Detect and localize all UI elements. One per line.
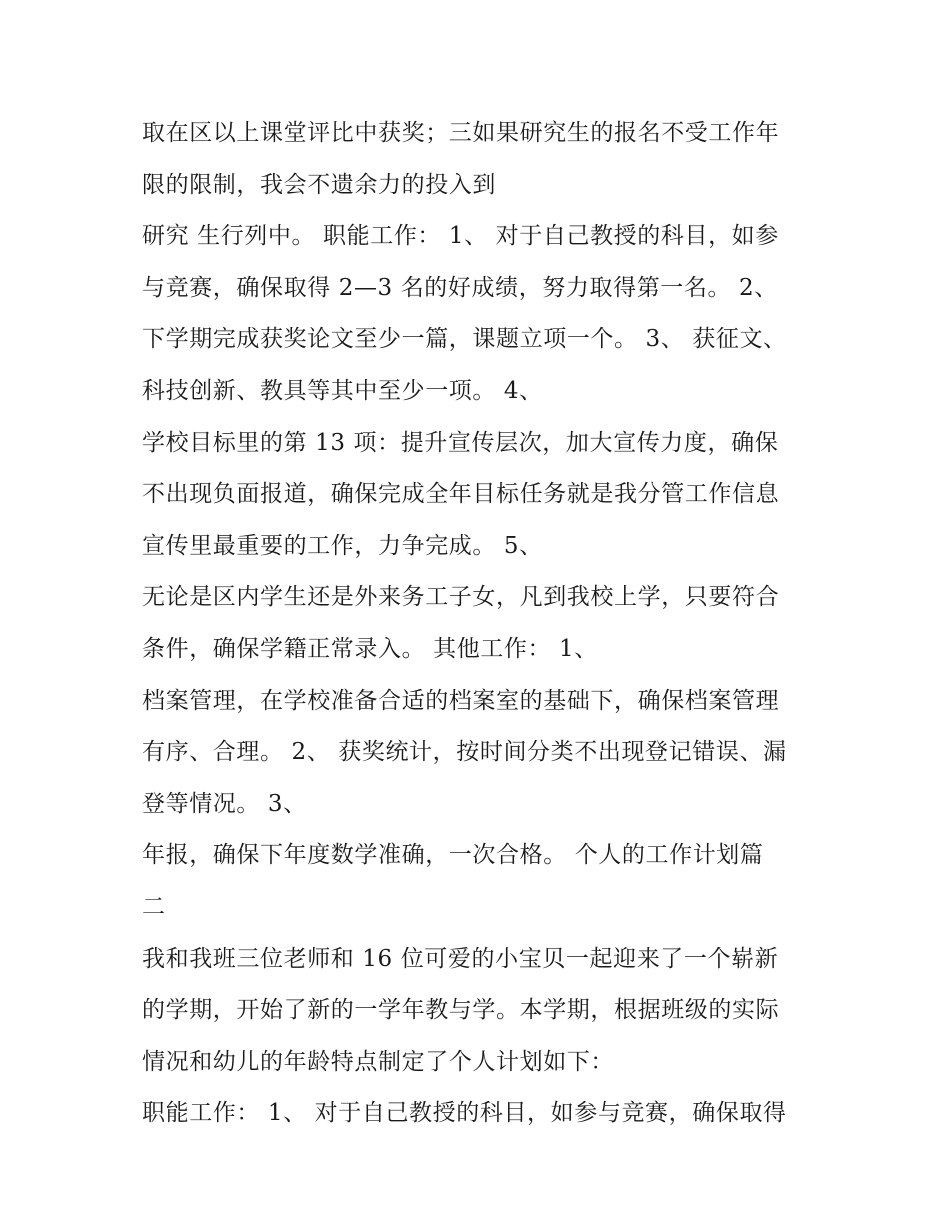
text-line: 情况和幼儿的年龄特点制定了个人计划如下：: [142, 1048, 614, 1075]
text-line: 二: [142, 893, 166, 920]
text-line: 的学期，开始了新的一学年教与学。本学期，根据班级的实际: [142, 997, 780, 1024]
text-line: 条件，确保学籍正常录入。 其他工作： 1、: [142, 635, 598, 662]
text-line: 我和我班三位老师和 16 位可爱的小宝贝一起迎来了一个崭新: [142, 945, 779, 972]
text-line: 不出现负面报道，确保完成全年目标任务就是我分管工作信息: [142, 481, 780, 508]
text-line: 宣传里最重要的工作，力争完成。 5、: [142, 532, 543, 559]
text-line: 档案管理，在学校准备合适的档案室的基础下，确保档案管理: [142, 687, 780, 714]
text-line: 无论是区内学生还是外来务工子女，凡到我校上学，只要符合: [142, 584, 780, 611]
text-line: 与竞赛，确保取得 2—3 名的好成绩，努力取得第一名。 2、: [142, 274, 778, 301]
text-line: 下学期完成获奖论文至少一篇，课题立项一个。 3、 获征文、: [142, 326, 787, 353]
text-line: 登等情况。 3、: [142, 790, 307, 817]
text-line: 年报，确保下年度数学准确，一次合格。 个人的工作计划篇: [142, 842, 764, 869]
text-line: 限的限制，我会不遗余力的投入到: [142, 171, 496, 198]
text-line: 科技创新、教具等其中至少一项。 4、: [142, 377, 543, 404]
text-line: 有序、合理。 2、 获奖统计，按时间分类不出现登记错误、漏: [142, 739, 787, 766]
text-line: 职能工作： 1、 对于自己教授的科目，如参与竞赛，确保取得: [142, 1100, 787, 1127]
document-body: [142, 108, 822, 1140]
text-line: 学校目标里的第 13 项：提升宣传层次，加大宣传力度，确保: [142, 429, 779, 456]
text-line: 取在区以上课堂评比中获奖；三如果研究生的报名不受工作年: [142, 120, 780, 146]
text-line: 研究 生行列中。 职能工作： 1、 对于自己教授的科目，如参: [142, 223, 779, 250]
